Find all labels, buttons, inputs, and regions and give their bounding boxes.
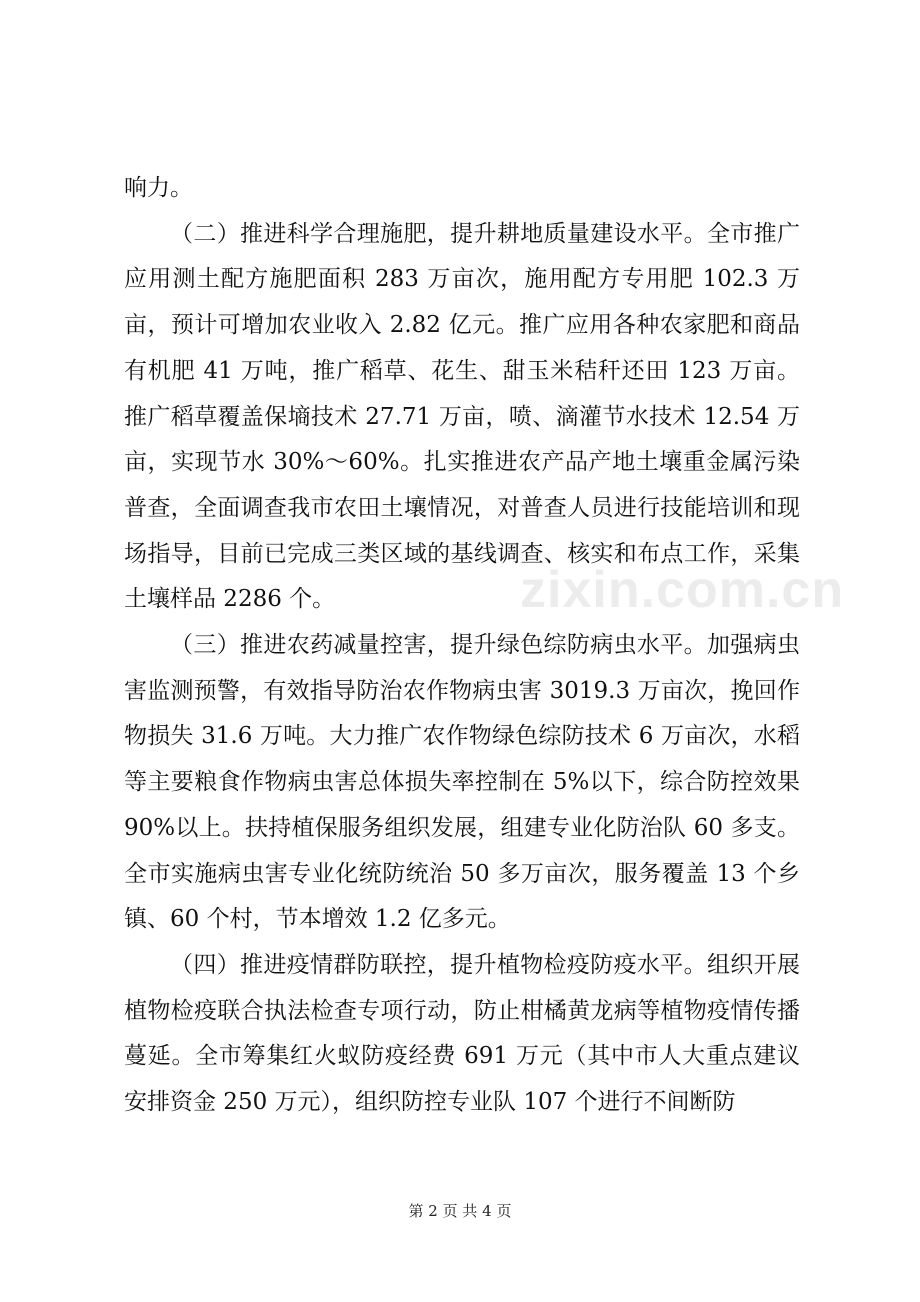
paragraph-fertilization: （二）推进科学合理施肥，提升耕地质量建设水平。全市推广应用测土配方施肥面积 283 万亩次，施用配方专用肥 102.3 万亩，预计可增加农业收入 2.82 亿元。推广应用各种农家肥和商品有机肥 41 万吨，推广稻草、花生、甜玉米秸秆还田 123 万亩。推广稻草覆盖保墒技术 27.71 万亩，喷、滴灌节水技术 12.54 万亩，实现节水 30%～60%。扎实推进农产品产地土壤重金属污染普查，全面调查我市农田土壤情况，对普查人员进行技能培训和现场指导，目前已完成三类区域的基线调查、核实和布点工作，采集土壤样品 2286 个。 [124, 220, 800, 613]
paragraph-continuation: 响力。 [124, 175, 193, 201]
paragraph-pesticide-reduction: （三）推进农药减量控害，提升绿色综防病虫水平。加强病虫害监测预警，有效指导防治农作物病虫害 3019.3 万亩次，挽回作物损失 31.6 万吨。大力推广农作物绿色综防技术 6 万亩次，水稻等主要粮食作物病虫害总体损失率控制在 5%以下，综合防控效果 90%以上。扶持植保服务组织发展，组建专业化防治队 60 多支。全市实施病虫害专业化统防统治 50 多万亩次，服务覆盖 13 个乡镇、60 个村，节本增效 1.2 亿多元。 [124, 632, 800, 933]
page-number-footer: 第 2 页 共 4 页 [408, 1202, 512, 1220]
document-body [124, 166, 800, 1126]
watermark-logo: zixin.com.cn [520, 561, 845, 619]
paragraph-plant-quarantine: （四）推进疫情群防联控，提升植物检疫防疫水平。组织开展植物检疫联合执法检查专项行动，防止柑橘黄龙病等植物疫情传播蔓延。全市筹集红火蚁防疫经费 691 万元（其中市人大重点建议安排资金 250 万元），组织防控专业队 107 个进行不间断防 [124, 951, 800, 1116]
